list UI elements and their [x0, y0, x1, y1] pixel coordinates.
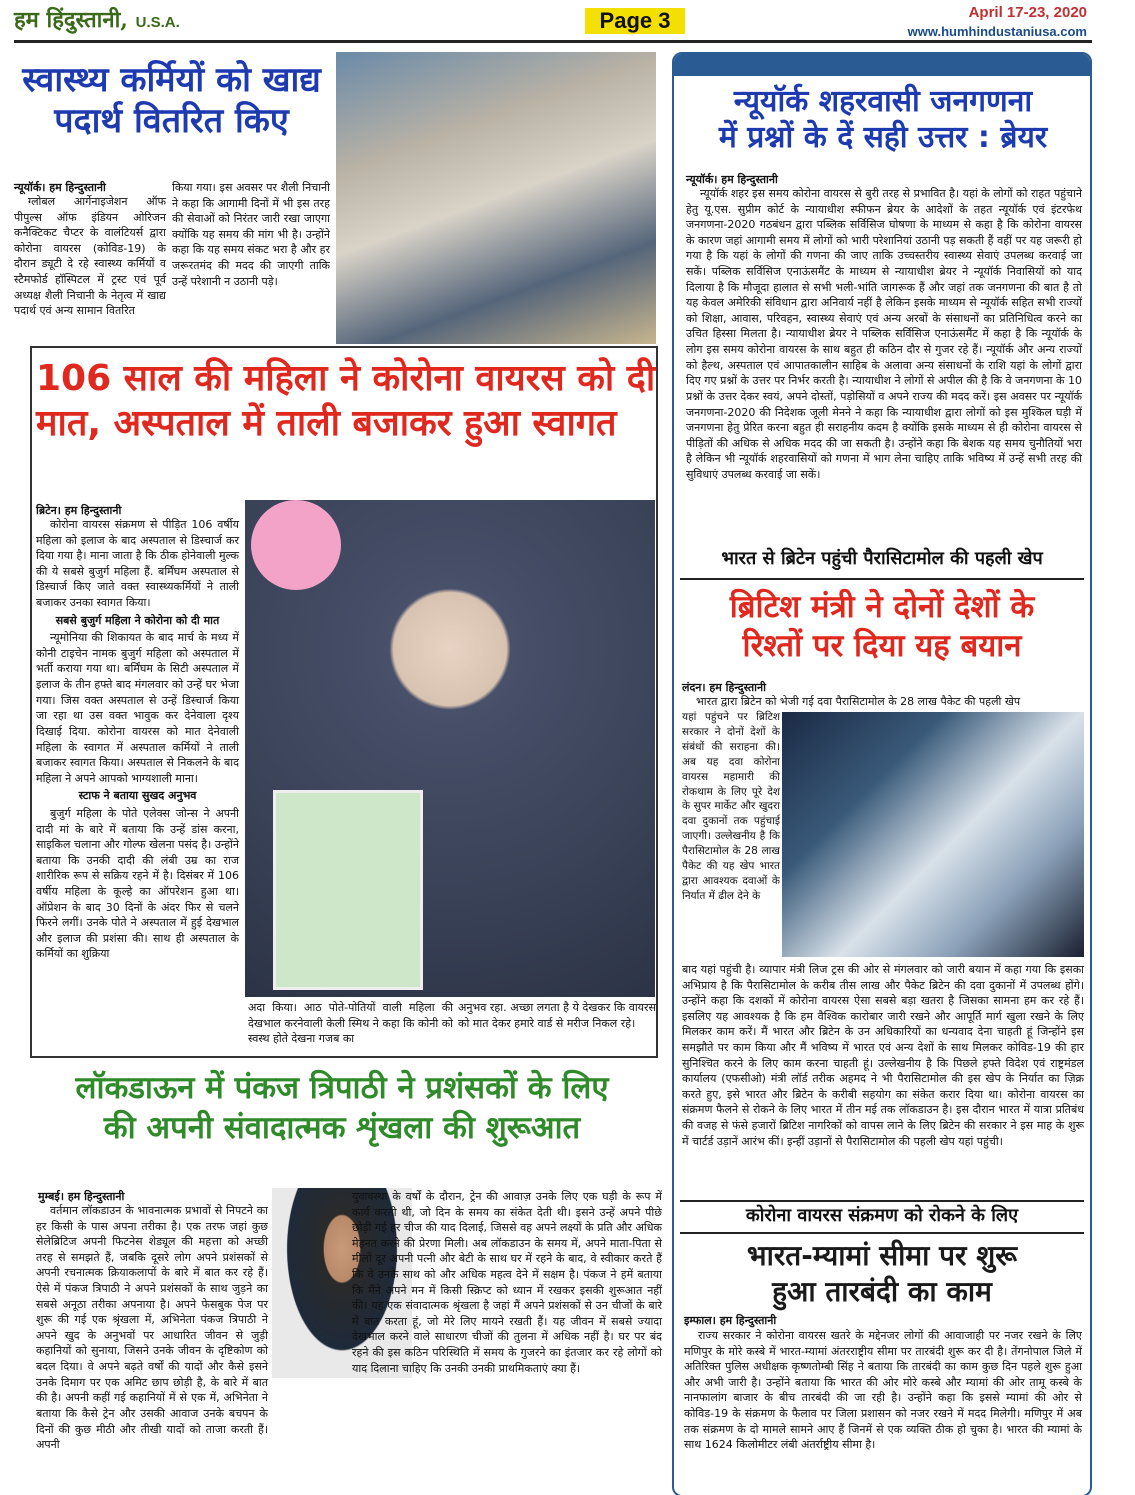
side2-kicker: भारत से ब्रिटेन पहुंची पैरासिटामोल की पहली खेप	[721, 548, 1043, 569]
article3-col1	[36, 1203, 268, 1453]
medicine-tablets-photo	[782, 712, 1084, 957]
newspaper-name: हम हिंदुस्तानी,	[14, 7, 128, 33]
article2-headline	[36, 356, 656, 446]
article3-col2	[352, 1189, 662, 1376]
article1-headline-line2: पदार्थ वितरित किए	[54, 100, 289, 141]
side1-dateline: न्यूयॉर्क। हम हिन्दुस्तानी	[686, 173, 778, 186]
side3-dateline: इम्फाल। हम हिन्दुस्तानी	[684, 1314, 777, 1327]
article1-col1-text: ग्लोबल आर्गेनाइजेशन ऑफ पीपुल्स ऑफ इंडियन ओरिजन कनैक्टिकट चैप्टर के वालंटियर्स द्वारा कोरोना वायरस (कोविड-19) के दौरान ड्यूटी दे रहे स्वास्थ्य कर्मियों व स्टैमफोर्ड हॉस्पिटल में ट्रस्ट एवं पूर्व अध्यक्ष शैली निचानी के नेतृत्व में खाद्य पदार्थ एवं अन्य सामान वितरित	[14, 195, 166, 318]
side2-col-text: यहां पहुंचने पर ब्रिटिश सरकार ने दोनों देशों के संबंधों की सराहना की। अब यह दवा कोरोना वायरस महामारी की रोकथाम के लिए पूरे देश के सुपर मार्केट और खुदरा दवा दुकानों तक पहुंचाई जाएगी। उल्लेखनीय है कि पैरासिटामोल के 28 लाख पैकेट की यह खेप भारत द्वारा आवश्यक दवाओं के निर्यात में ढील देने के	[682, 711, 780, 902]
queen-photo-card	[273, 790, 423, 990]
side3-body-text: राज्य सरकार ने कोरोना वायरस खतरे के मद्देनजर लोगों की आवाजाही पर नजर रखने के लिए मणिपुर के मोरे कस्बे में भारत-म्यामां अंतरराष्ट्रीय सीमा पर तारबंदी शुरू कर दी है। तेंगनोपाल जिले में अतिरिक्त पुलिस अधीक्षक कृष्णतोम्बी सिंह ने बताया कि तारबंदी का काम कुछ दिन पहले शुरू हुआ और अभी जारी है। उन्होंने बताया कि भारत की ओर मोरे कस्बे और म्यामां की ओर तामू कस्बे के नानफालांग बाजार के बीच तारबंदी की जा रही है। उन्होंने कहा कि इससे म्यामां की ओर से कोविड-19 के संक्रमण के फैलाव पर जिला प्रशासन को नजर रखने में मदद मिलेगी। मणिपुर में अब तक संक्रमण के दो मामले सामने आए हैं जिनमें से एक व्यक्ति ठीक हो चुका है। भारत की म्यामां के साथ 1624 किलोमीटर लंबी अंतर्राष्ट्रीय सीमा है।	[684, 1329, 1082, 1452]
elderly-woman-photo	[245, 500, 655, 997]
side2-col	[682, 710, 780, 904]
side3-rule-top	[680, 1200, 1084, 1202]
side3-headline-line2: हुआ तारबंदी का काम	[772, 1275, 992, 1309]
side3-headline	[680, 1238, 1084, 1311]
article2-col2	[248, 1000, 453, 1047]
article3-headline-line1: लॉकडाऊन में पंकज त्रिपाठी ने प्रशंसकों के लिए	[75, 1070, 609, 1106]
masthead-title	[14, 4, 180, 34]
side1-headline-line2: में प्रश्नों के दें सही उत्तर : ब्रेयर	[718, 120, 1048, 155]
side1-body	[686, 186, 1082, 483]
article3-headline	[22, 1068, 662, 1149]
page-number: Page 3	[585, 8, 685, 34]
side2-rule	[680, 578, 1084, 580]
side2-headline-line1: ब्रिटिश मंत्री ने दोनों देशों के	[729, 589, 1035, 625]
side2-headline-line2: रिश्तों पर दिया यह बयान	[742, 627, 1022, 664]
side3-body	[684, 1328, 1082, 1453]
volunteers-photo	[336, 52, 656, 344]
article2-para2: न्यूमोनिया की शिकायत के बाद मार्च के मध्य में कोनी टाइचेन नामक बुजुर्ग महिला को अस्पताल में भर्ती कराया गया था। बर्मिंघम के सिटी अस्पताल में इलाज के तीन हफ्ते बाद मंगलवार को उन्हें घर भेजा गया। जिस वक्त अस्पताल से उन्हें डिस्चार्ज किया जा रहा था उस वक्त भावुक कर देनेवाला दृश्य दिखाई दिया. कोरोना वायरस को मात देनेवाली महिला के स्वागत में अस्पताल कर्मियों ने ताली बजाकर स्वागत किया। अस्पताल से निकलने के बाद महिला ने अपने आपको भाग्यशाली माना।	[36, 631, 239, 785]
article3-col2-text: युवावस्था के वर्षों के दौरान, ट्रेन की आवाज़ उनके लिए एक घड़ी के रूप में कार्य करती थी, जो दिन के समय का संकेत देती थी। इसने उन्हें अपने पीछे छोड़ी गई हर चीज की याद दिलाई, जिससे वह अपने लक्ष्यों के प्रति और अधिक मेहनत करने की प्रेरणा मिली। अब लॉकडाउन के समय में, अपने माता-पिता से मीलों दूर अपनी पत्नी और बेटी के साथ घर में रहने के बाद, वे स्वीकार करते हैं कि वे उनके साथ को और अधिक महत्व देने में सक्षम है। पंकज ने हमें बताया कि मैंने अपने मन में किसी स्क्रिप्ट को ध्यान में रखकर इसकी शुरूआत नहीं की। यह एक संवादात्मक श्रृंखला है जहां मैं अपने प्रशंसकों से उन चीजों के बारे में बात करता हूं, जो मेरे लिए मायने रखती हैं। यह जीवन में सबसे ज्यादा देखभाल करने वाले साधारण चीजों की तुलना में अधिक नहीं है। घर पर बंद रहने की इस कठिन परिस्थिति में समय के गुजरने का इंतजार कर रहे लोगों को याद दिलाना चाहिए कि उनकी उनकी प्राथमिकताएं क्या हैं।	[352, 1190, 662, 1375]
side1-headline	[682, 84, 1084, 156]
article1-dateline: न्यूयॉर्क। हम हिन्दुस्तानी	[14, 181, 106, 194]
article2-headline-line2: मात, अस्पताल में ताली बजाकर हुआ स्वागत	[36, 403, 617, 444]
side2-lead-text: भारत द्वारा ब्रिटेन को भेजी गई दवा पैरासिटामोल के 28 लाख पैकेट की पहली खेप	[696, 695, 1021, 708]
article3-dateline: मुम्बई। हम हिन्दुस्तानी	[38, 1190, 125, 1203]
article2-col2-text: अदा किया। आठ पोते-पोतियों वाली महिला की देखभाल करनेवाली केली स्मिथ ने कहा कि कोनी को स्वस्थ होते देखना गजब का	[248, 1001, 453, 1046]
side2-dateline: लंदन। हम हिन्दुस्तानी	[682, 681, 766, 694]
article1-col2	[172, 180, 330, 289]
side3-headline-line1: भारत-म्यामां सीमा पर शुरू	[746, 1239, 1018, 1272]
side2-headline	[680, 588, 1084, 666]
sidebar-header-bar	[674, 54, 1090, 76]
article1-col2-text: किया गया। इस अवसर पर शैली निचानी ने कहा कि आगामी दिनों में भी इस तरह की सेवाओं को निरंतर जारी रखा जाएगा क्योंकि यह समय की मांग भी है। उन्होंने कहा कि यह समय संकट भरा है और हर जरूरतमंद की मदद की जाएगी ताकि उन्हें परेशानी न उठानी पड़े।	[172, 181, 330, 288]
masthead-rule	[14, 40, 1092, 43]
side3-kicker: कोरोना वायरस संक्रमण को रोकने के लिए	[745, 1205, 1019, 1226]
article2-col1	[36, 517, 239, 962]
article2-col3	[458, 1000, 656, 1031]
side2-body-text: बाद यहां पहुंची है। व्यापार मंत्री लिज ट्रस की ओर से मंगलवार को जारी बयान में कहा गया कि इसका अभिप्राय है कि पैरासिटामोल के करीब तीस लाख और पैकेट ब्रिटेन की दवा दुकानों में उपलब्ध होंगे। उन्होंने कहा कि दशकों में कोरोना वायरस ऐसा सबसे बड़ा खतरा है जिसका सामना हम कर रहे हैं। इसलिए यह आवश्यक है कि हम वैश्विक कारोबार जारी रखने और आपूर्ति मार्ग खुला रखने के लिए मिलकर काम करें। मैं भारत और ब्रिटेन के उन अधिकारियों का धन्यवाद देना चाहती हूं जिन्होंने इस समझौते पर काम किया और मैं भविष्य में भारत एवं अन्य देशों के साथ मिलकर कोविड-19 की हार सुनिश्चित करने के लिए काम करना चाहती हूं। उल्लेखनीय है कि पिछले हफ्ते विदेश एवं राष्ट्रमंडल कार्यालय (एफसीओ) मंत्री लॉर्ड तरीक अहमद ने भी पैरासिटामोल की इस खेप के निर्यात का ज़िक्र करते हुए, इसे भारत और ब्रिटेन के करीबी सहयोग का संकेत करार दिया था। कोरोना वायरस का संक्रमण फैलने से रोकने के लिए भारत में तीन मई तक लॉकडाउन है। इस दौरान भारत में यात्रा प्रतिबंध की वजह से फंसे हजारों ब्रिटिश नागरिकों को वापस लाने के लिए ब्रिटेन की सरकार ने इस माह के शुरू में चार्टर्ड उड़ानें आरंभ कीं। इन्हीं उड़ानों से पैरासिटामोल की पहली खेप यहां पहुंची।	[682, 963, 1084, 1148]
article1-col1	[14, 194, 166, 319]
newspaper-region: U.S.A.	[135, 14, 180, 31]
article3-headline-line2: की अपनी संवादात्मक शृंखला की शुरूआत	[103, 1110, 581, 1147]
side1-body-text: न्यूयॉर्क शहर इस समय कोरोना वायरस से बुरी तरह से प्रभावित है। यहां के लोगों को राहत पहुंचाने हेतु यू.एस. सुप्रीम कोर्ट के न्यायाधीश स्फीफन ब्रेयर के आदेशों के तहत न्यूयॉर्क एवं इंटरफेथ जनगणना-2020 गठबंधन द्वारा पब्लिक सर्विसिज घोषणा के माध्यम से कहा है कि कोरोना वायरस के कारण जहां आगामी समय में लोगों को भारी परेशानियां उठानी पड़ सकती हैं वहीं पर यह जरूरी हो गया है कि यहां के लोगों की गणना की जाए ताकि उच्चस्तरीय स्वास्थ्य सेवाएं उपलब्ध करवाई जा सकें। पब्लिक सर्विसिज एनाऊंसमैंट के माध्यम से न्यायाधीश ब्रेयर ने न्यूयॉर्क निवासियों को याद दिलाया है कि मौजूदा हालात से सभी भली-भांति जागरूक हैं और जहां तक जनगणना की बात है तो यह केवल अमेरिकी संविधान द्वारा अनिवार्य नहीं है लेकिन इसके माध्यम से न्यूयॉर्क सहित सभी राज्यों को शिक्षा, आवास, परिवहन, स्वास्थ्य सेवाएं एवं अन्य अरबों के संसाधनों का प्रतिनिधित्व करने का उचित हिस्सा मिलता है। न्यायाधीश ब्रेयर ने पब्लिक सर्विसिज एनाऊंसमैंट में कहा है कि न्यूयॉर्क के लोग इस समय कोरोना वायरस के साथ बहुत ही कठिन दौर से गुजर रहे हैं। न्यूयॉर्क और अन्य राज्यों को हैल्थ, अस्पताल एवं आपातकालीन साहिब के अलावा अन्य संसाधनों के राशि यहां के लोगों द्वारा दिए गए प्रश्नों के उत्तर पर निर्भर करती है। न्यायाधीश ने लोगों से अपील की है कि वे जनगणना के 10 प्रश्नों के उत्तर देकर स्वयं, अपने दोस्तों, पड़ोसियों व अपने राज्य की मदद करें। इस अवसर पर न्यूयॉर्क जनगणना-2020 की निदेशक जूली मेनने ने कहा कि न्यायाधीश द्वारा लोगों को इस मुश्किल घड़ी में जनगणना हेतु प्रेरित करना बहुत ही सराहनीय कदम है क्योंकि इसके माध्यम से ही कोरोना वायरस से पीड़ितों की अधिक से अधिक मदद की जा सकती है। उन्होंने कहा कि बेशक यह समय चुनौतियों भरा है लेकिन भी न्यूयॉर्क शहरवासियों को गणना में भाग लेना चाहिए ताकि भविष्य में उन्हें सभी तरह की सुविधाएं उपलब्ध करवाई जा सकें।	[686, 187, 1082, 481]
side1-headline-line1: न्यूयॉर्क शहरवासी जनगणना	[733, 84, 1033, 119]
article2-para3: बुजुर्ग महिला के पोते एलेक्स जोन्स ने अपनी दादी मां के बारे में बताया कि उन्हें डांस करना, साइकिल चलाना और गोल्फ खेलना पसंद है। उन्होंने बताया कि उनकी दादी की लंबी उम्र का राज शारीरिक रूप से सक्रिय रहने में है। दिसंबर में 106 वर्षीय महिला के कूल्हे का ऑपरेशन हुआ था। ऑप्रेशन के बाद 30 दिनों के अंदर फिर से चलने फिरने लगीं। उनके पोते ने अस्पताल में हुई देखभाल और इलाज की प्रशंसा की। साथ ही अस्पताल के कर्मियों का शुक्रिया	[36, 806, 239, 961]
article2-headline-line1: 106 साल की महिला ने कोरोना वायरस को दी	[36, 358, 656, 399]
article1-headline-line1: स्वास्थ्य कर्मियों को खाद्य	[22, 60, 321, 100]
article2-para1: कोरोना वायरस संक्रमण से पीड़ित 106 वर्षीय महिला को इलाज के बाद अस्पताल से डिस्चार्ज कर दिया गया है। माना जाता है कि ठीक होनेवाली मुल्क की ये सबसे बुजुर्ग महिला हैं. बर्मिंघम अस्पताल से डिस्चार्ज किए जाते वक्त स्वास्थ्यकर्मियों ने ताली बजाकर उनका स्वागत किया।	[36, 518, 239, 610]
balloon-graphic	[251, 500, 341, 590]
article3-col1-text: वर्तमान लॉकडाउन के भावनात्मक प्रभावों से निपटने का हर किसी के पास अपना तरीका है। एक तरफ जहां कुछ सेलेब्रिटिज अपनी फिटनेस शेड्यूल की महत्ता को अच्छी तरह से समझते हैं, जबकि दूसरे लोग अपने प्रशंसकों से अपनी रचनात्मक क्रियाकलापों के बारे में बात कर रहे हैं। ऐसे में पंकज त्रिपाठी ने अपने प्रशंसकों के साथ जुड़ने का सबसे अनूठा तरीका अपनाया है। अपने फेसबुक पेज पर शुरू की गई एक श्रृंखला में, अभिनेता पंकज त्रिपाठी ने अपने खुद के अनुभवों पर आधारित जीवन से जुड़ी कहानियों को सुनाया, जिसने उनके जीवन के दृष्टिकोण को बदल दिया। वे अपने बढ़ते वर्षों की यादों और कैसे इसने उनके दिमाग पर एक अमिट छाप छोड़ी है, के बारे में बात की है। अपनी कहीं गई कहानियों में से एक में, अभिनेता ने बताया कि कैसे ट्रेन और उसकी आवाज उनके बचपन के दिनों की कुछ मीठी और तीखी यादों को ताजा करती हैं। अपनी	[36, 1204, 268, 1452]
issue-date: April 17-23, 2020	[968, 4, 1087, 21]
article2-subhead1: सबसे बुजुर्ग महिला ने कोरोना को दी मात	[55, 613, 220, 627]
website-url[interactable]: www.humhindustaniusa.com	[907, 24, 1087, 39]
article2-col3-text: अनुभव रहा. अच्छा लगता है ये देखकर कि वायरस को मात देकर हमारे वार्ड से मरीज निकल रहे।	[458, 1001, 656, 1030]
side3-rule	[680, 1232, 1084, 1234]
article2-subhead2: स्टाफ ने बताया सुखद अनुभव	[78, 789, 197, 803]
article1-headline	[14, 60, 329, 142]
side2-lead	[682, 694, 1084, 710]
side2-body	[682, 962, 1084, 1149]
article2-dateline: ब्रिटेन। हम हिन्दुस्तानी	[36, 504, 122, 517]
